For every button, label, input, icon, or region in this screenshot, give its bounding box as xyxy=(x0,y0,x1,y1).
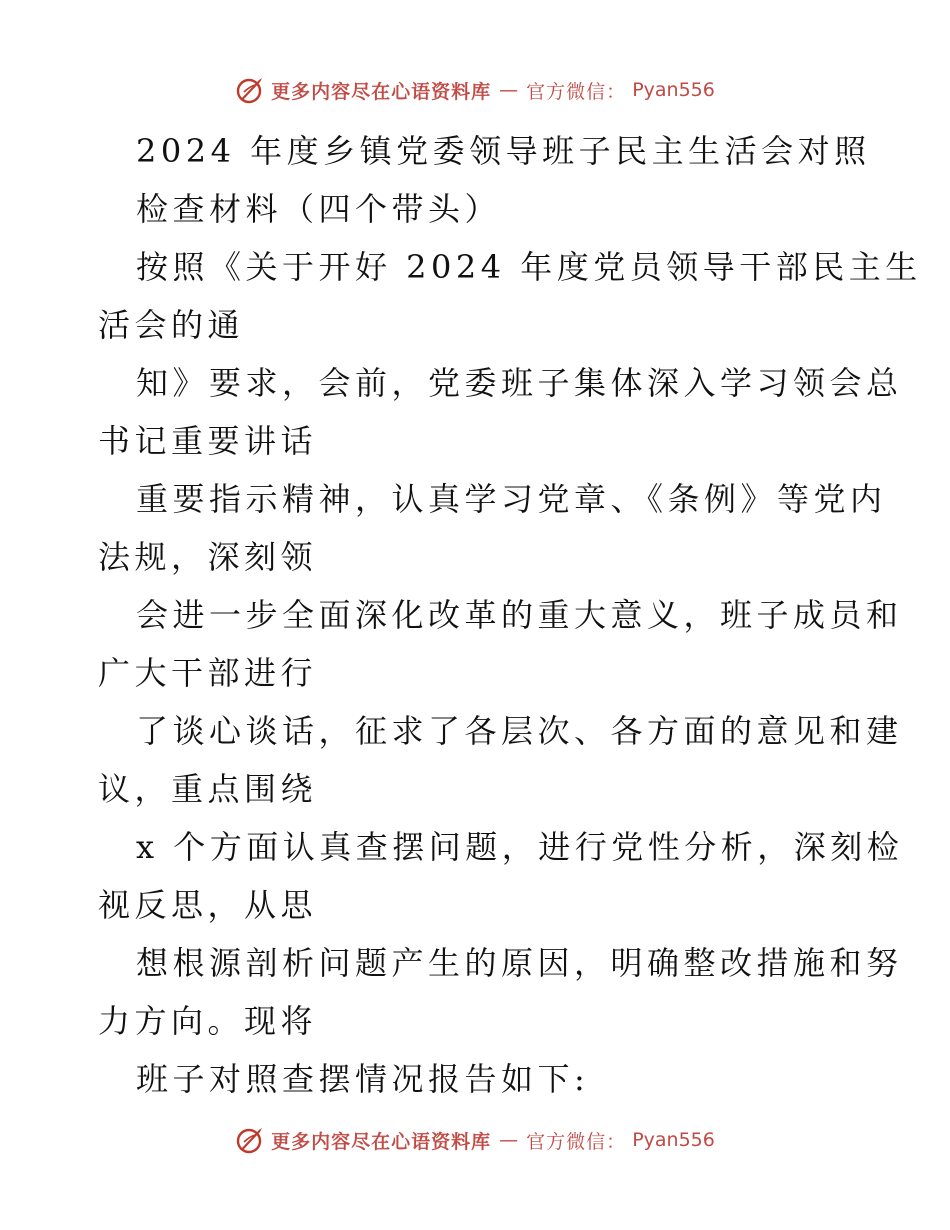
paragraph-line: 书记重要讲话 xyxy=(98,422,318,460)
paragraph-line: 活会的通 xyxy=(98,306,245,344)
footer-watermark xyxy=(0,1120,950,1160)
paragraph-line: 想根源剖析问题产生的原因，明确整改措施和努 xyxy=(136,944,903,982)
watermark-account-id: Pyan556 xyxy=(632,1129,715,1151)
quill-pen-logo-icon xyxy=(235,1125,265,1155)
watermark-account-id: Pyan556 xyxy=(632,79,715,101)
paragraph-line: 班子对照查摆情况报告如下: xyxy=(136,1060,590,1098)
watermark-site-text: 更多内容尽在心语资料库 xyxy=(271,1130,492,1153)
paragraph-line: 按照《关于开好 2024 年度党员领导干部民主生 xyxy=(136,248,922,286)
doc-title-line-2: 检查材料（四个带头） xyxy=(136,190,502,228)
watermark-dash: — xyxy=(499,79,519,101)
paragraph-line: 重要指示精神，认真学习党章、《条例》等党内 xyxy=(136,480,887,518)
quill-pen-logo-icon xyxy=(235,75,265,105)
doc-title-line-1: 2024 年度乡镇党委领导班子民主生活会对照 xyxy=(136,132,871,170)
watermark-dash: — xyxy=(499,1129,519,1151)
watermark-account-label: 官方微信： xyxy=(526,1130,627,1153)
header-watermark xyxy=(0,70,950,110)
paragraph-line: 会进一步全面深化改革的重大意义，班子成员和 xyxy=(136,596,903,634)
paragraph-line: 法规，深刻领 xyxy=(98,538,318,576)
watermark-account-label: 官方微信： xyxy=(526,80,627,103)
paragraph-line: 知》要求，会前，党委班子集体深入学习领会总 xyxy=(136,364,903,402)
paragraph-line: 广大干部进行 xyxy=(98,654,318,692)
paragraph-line: 了谈心谈话，征求了各层次、各方面的意见和建 xyxy=(136,712,903,750)
document-body xyxy=(98,122,922,1108)
paragraph-line: 力方向。现将 xyxy=(98,1002,318,1040)
paragraph-line: 议，重点围绕 xyxy=(98,770,318,808)
watermark-site-text: 更多内容尽在心语资料库 xyxy=(271,80,492,103)
paragraph-line: 视反思，从思 xyxy=(98,886,318,924)
paragraph-line: x 个方面认真查摆问题，进行党性分析，深刻检 xyxy=(136,828,904,866)
